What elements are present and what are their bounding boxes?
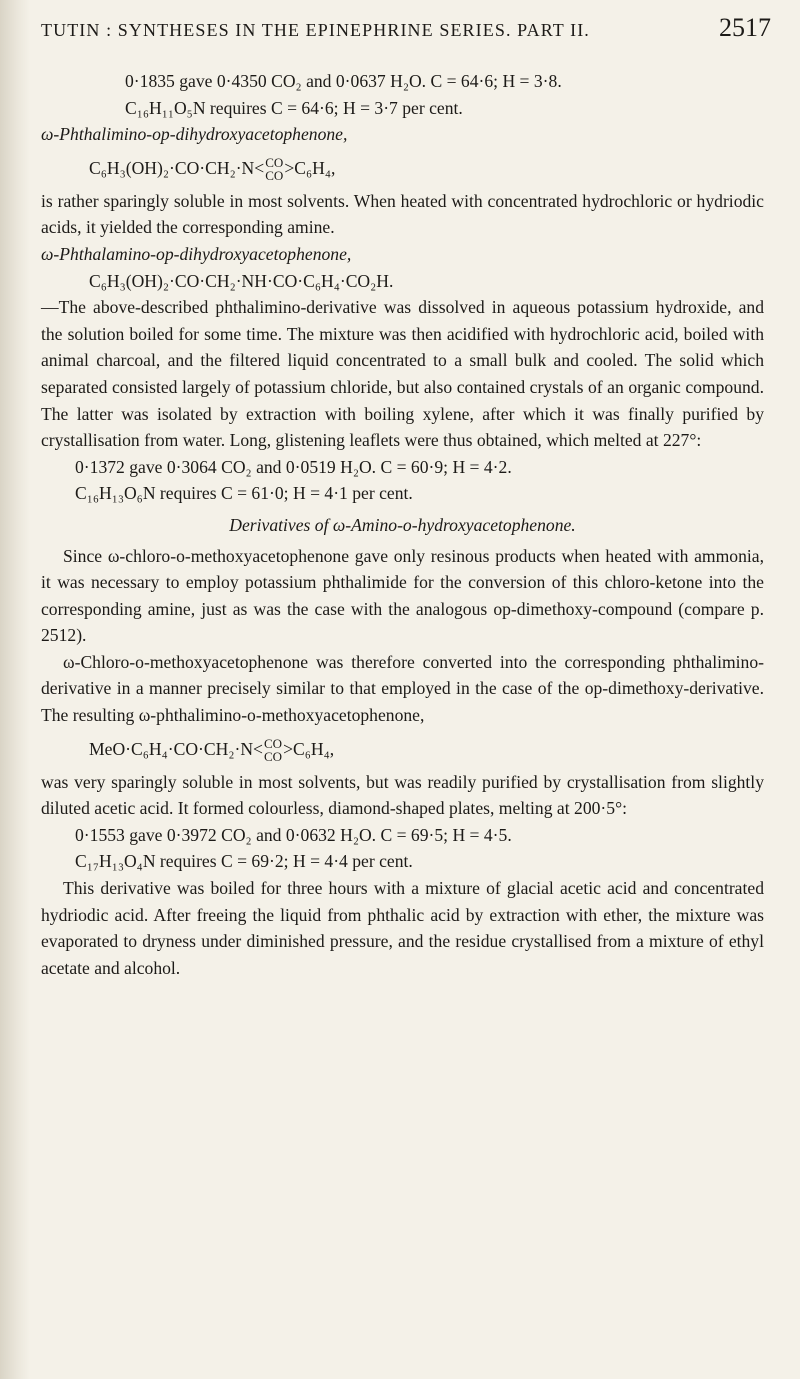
formula-left: C₆H₃(OH)₂·CO·CH₂·N <box>89 157 255 178</box>
paragraph-text: is rather sparingly soluble in most solvents. When heated with concentrated hydrochloric or hydriodic acids, it yielded the corresponding amine. <box>41 190 764 238</box>
formula-right: C₆H₄, <box>294 157 336 178</box>
combustion-analysis: 0·1553 gave 0·3972 CO₂ and 0·0632 H₂O. C = 69·5; H = 4·5. <box>75 824 512 845</box>
paragraph-text: was very sparingly soluble in most solvents, but was readily purified by crystallisation from slightly diluted acetic acid. It formed colourless, diamond-shaped plates, melting at 200·5°: <box>41 771 764 819</box>
running-title: TUTIN : SYNTHESES IN THE EPINEPHRINE SERIES. PART II. <box>41 20 590 40</box>
structural-formula: C₆H₃(OH)₂·CO·CH₂·N< CO CO >C₆H₄, <box>89 154 336 183</box>
formula-top: CO <box>263 735 283 751</box>
page-binding-shadow <box>0 0 30 1379</box>
paragraph-text: —The above-described phthalimino-derivative was dissolved in aqueous potassium hydroxide, and the solution boiled for some time. The mixture was then acidified with hydrochloric acid, boiled with animal charcoal, and the filtered liquid concentrated to a small bulk and cooled. The solid which separated consisted largely of potassium chloride, but also contained crystals of an organic compound. The latter was isolated by extraction with boiling xylene, after which it was finally purified by crystallisation from water. Long, glistening leaflets were thus obtained, which melted at 227°: <box>41 297 764 451</box>
page-number: 2517 <box>719 13 771 42</box>
combustion-analysis: 0·1372 gave 0·3064 CO₂ and 0·0519 H₂O. C = 60·9; H = 4·2. <box>75 456 512 477</box>
formula-right: C₆H₄, <box>293 738 335 759</box>
combustion-analysis: 0·1835 gave 0·4350 CO₂ and 0·0637 H₂O. C = 64·6; H = 3·8. <box>125 71 562 91</box>
formula-bottom: CO <box>263 748 283 764</box>
compound-name: ω-Phthalamino-op-dihydroxyacetophenone, <box>41 243 352 264</box>
formula-carbonyl-stack <box>263 735 283 764</box>
structural-formula: MeO·C₆H₄·CO·CH₂·N< CO CO >C₆H₄, <box>89 735 335 764</box>
formula-top: CO <box>265 154 284 170</box>
calculated-composition: C₁₆H₁₁O₅N requires C = 64·6; H = 3·7 per cent. <box>125 97 463 118</box>
formula-carbonyl-stack <box>265 154 284 183</box>
paragraph-text: This derivative was boiled for three hours with a mixture of glacial acetic acid and concentrated hydriodic acid. After freeing the liquid from phthalic acid by extraction with ether, the mixture was evaporated to dryness under diminished pressure, and the residue crystallised from a mixture of ethyl acetate and alcohol. <box>41 878 764 978</box>
molecular-formula: C₆H₃(OH)₂·CO·CH₂·NH·CO·C₆H₄·CO₂H. <box>89 270 394 291</box>
paragraph-text: Since ω-chloro-o-methoxyacetophenone gave only resinous products when heated with ammonia, it was necessary to employ potassium phthalimide for the conversion of this chloro-ketone into the corresponding amine, just as was the case with the analogous op-dimethoxy-compound (compare p. 2512). <box>41 545 764 646</box>
calculated-composition: C₁₆H₁₃O₆N requires C = 61·0; H = 4·1 per cent. <box>75 483 413 504</box>
formula-bottom: CO <box>265 167 284 183</box>
calculated-composition: C₁₇H₁₃O₄N requires C = 69·2; H = 4·4 per cent. <box>75 851 413 872</box>
compound-name: ω-Phthalimino-op-dihydroxyacetophenone, <box>41 124 348 145</box>
article-body <box>41 68 764 981</box>
paragraph-text: ω-Chloro-o-methoxyacetophenone was therefore converted into the corresponding phthalimino-derivative in a manner precisely similar to that employed in the case of the op-dimethoxy-derivative. The resulting ω-phthalimino-o-methoxyacetophenone, <box>41 651 764 726</box>
section-heading: Derivatives of ω-Amino-o-hydroxyacetophenone. <box>229 514 576 535</box>
running-header <box>41 10 771 56</box>
formula-left: MeO·C₆H₄·CO·CH₂·N <box>89 738 254 759</box>
